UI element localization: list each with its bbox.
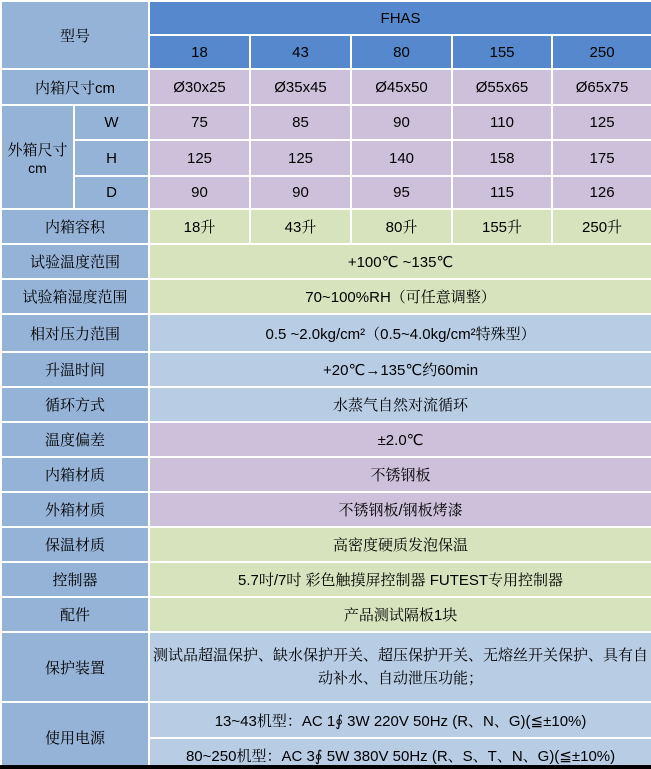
value-cell: 产品测试隔板1块 bbox=[149, 597, 651, 632]
row-inner-material bbox=[1, 457, 651, 492]
row-label: 内箱尺寸cm bbox=[1, 69, 149, 105]
value-cell: 80升 bbox=[351, 209, 452, 244]
row-controller bbox=[1, 562, 651, 597]
outer-dim-label-line1: 外箱尺寸 bbox=[7, 141, 68, 159]
value-cell: +100℃ ~135℃ bbox=[149, 244, 651, 279]
row-inner-dim bbox=[1, 69, 651, 105]
row-label: 温度偏差 bbox=[1, 422, 149, 457]
value-cell: 140 bbox=[351, 140, 452, 176]
value-cell: 75 bbox=[149, 105, 250, 140]
row-outer-dim-w bbox=[1, 105, 651, 140]
row-circulation bbox=[1, 387, 651, 422]
value-cell: ±2.0℃ bbox=[149, 422, 651, 457]
value-cell: 测试品超温保护、缺水保护开关、超压保护开关、无熔丝开关保护、具有自动补水、自动泄压功能； bbox=[149, 632, 651, 702]
value-cell: 水蒸气自然对流循环 bbox=[149, 387, 651, 422]
value-cell: Ø45x50 bbox=[351, 69, 452, 105]
value-cell: 115 bbox=[452, 176, 552, 209]
row-temp-range bbox=[1, 244, 651, 279]
value-cell: 90 bbox=[250, 176, 351, 209]
value-cell: 175 bbox=[552, 140, 651, 176]
value-cell: 125 bbox=[552, 105, 651, 140]
row-label-outer-dim bbox=[1, 105, 74, 209]
row-label: 使用电源 bbox=[1, 702, 149, 769]
row-humidity-range bbox=[1, 279, 651, 314]
row-heatup-time bbox=[1, 352, 651, 387]
row-accessories bbox=[1, 597, 651, 632]
model-cell: 43 bbox=[250, 35, 351, 69]
series-name-cell: FHAS bbox=[149, 1, 651, 35]
row-protection bbox=[1, 632, 651, 702]
row-label: 保温材质 bbox=[1, 527, 149, 562]
header-row-series bbox=[1, 1, 651, 35]
outer-dim-label-line2: cm bbox=[28, 159, 47, 176]
value-cell: 70~100%RH（可任意调整） bbox=[149, 279, 651, 314]
row-label: 外箱材质 bbox=[1, 492, 149, 527]
model-cell: 155 bbox=[452, 35, 552, 69]
model-cell: 80 bbox=[351, 35, 452, 69]
value-cell: 43升 bbox=[250, 209, 351, 244]
value-cell: 18升 bbox=[149, 209, 250, 244]
row-volume bbox=[1, 209, 651, 244]
value-cell: 95 bbox=[351, 176, 452, 209]
value-cell: 85 bbox=[250, 105, 351, 140]
value-cell: 125 bbox=[250, 140, 351, 176]
row-outer-material bbox=[1, 492, 651, 527]
row-label: 控制器 bbox=[1, 562, 149, 597]
row-label: 试验温度范围 bbox=[1, 244, 149, 279]
row-outer-dim-d bbox=[1, 176, 651, 209]
value-cell: 不锈钢板/钢板烤漆 bbox=[149, 492, 651, 527]
value-cell: 5.7吋/7吋 彩色触摸屏控制器 FUTEST专用控制器 bbox=[149, 562, 651, 597]
value-cell: 90 bbox=[149, 176, 250, 209]
value-cell: 不锈钢板 bbox=[149, 457, 651, 492]
value-cell: 250升 bbox=[552, 209, 651, 244]
value-cell: 158 bbox=[452, 140, 552, 176]
value-cell-power-1: 13~43机型：AC 1∮ 3W 220V 50Hz (R、N、G)(≦±10%) bbox=[149, 702, 651, 738]
value-cell: 155升 bbox=[452, 209, 552, 244]
row-label: 配件 bbox=[1, 597, 149, 632]
row-label: 相对压力范围 bbox=[1, 314, 149, 352]
value-cell: 高密度硬质发泡保温 bbox=[149, 527, 651, 562]
row-label: 试验箱湿度范围 bbox=[1, 279, 149, 314]
value-cell: Ø35x45 bbox=[250, 69, 351, 105]
row-temp-deviation bbox=[1, 422, 651, 457]
row-pressure-range bbox=[1, 314, 651, 352]
sub-label-d: D bbox=[74, 176, 149, 209]
row-label: 循环方式 bbox=[1, 387, 149, 422]
value-cell-power-2: 80~250机型：AC 3∮ 5W 380V 50Hz (R、S、T、N、G)(≦±10%) bbox=[149, 738, 651, 769]
row-power-1 bbox=[1, 702, 651, 738]
sub-label-h: H bbox=[74, 140, 149, 176]
row-outer-dim-h bbox=[1, 140, 651, 176]
value-cell: 125 bbox=[149, 140, 250, 176]
value-cell: 0.5 ~2.0kg/cm²（0.5~4.0kg/cm²特殊型） bbox=[149, 314, 651, 352]
value-cell: Ø30x25 bbox=[149, 69, 250, 105]
row-label: 内箱材质 bbox=[1, 457, 149, 492]
sub-label-w: W bbox=[74, 105, 149, 140]
value-cell: 90 bbox=[351, 105, 452, 140]
value-cell: 110 bbox=[452, 105, 552, 140]
value-cell: 126 bbox=[552, 176, 651, 209]
value-cell: +20℃→135℃约60min bbox=[149, 352, 651, 387]
row-label: 升温时间 bbox=[1, 352, 149, 387]
row-insulation bbox=[1, 527, 651, 562]
model-label-cell: 型号 bbox=[1, 1, 149, 69]
value-cell: Ø55x65 bbox=[452, 69, 552, 105]
row-label: 保护装置 bbox=[1, 632, 149, 702]
model-cell: 250 bbox=[552, 35, 651, 69]
value-cell: Ø65x75 bbox=[552, 69, 651, 105]
model-cell: 18 bbox=[149, 35, 250, 69]
row-label: 内箱容积 bbox=[1, 209, 149, 244]
